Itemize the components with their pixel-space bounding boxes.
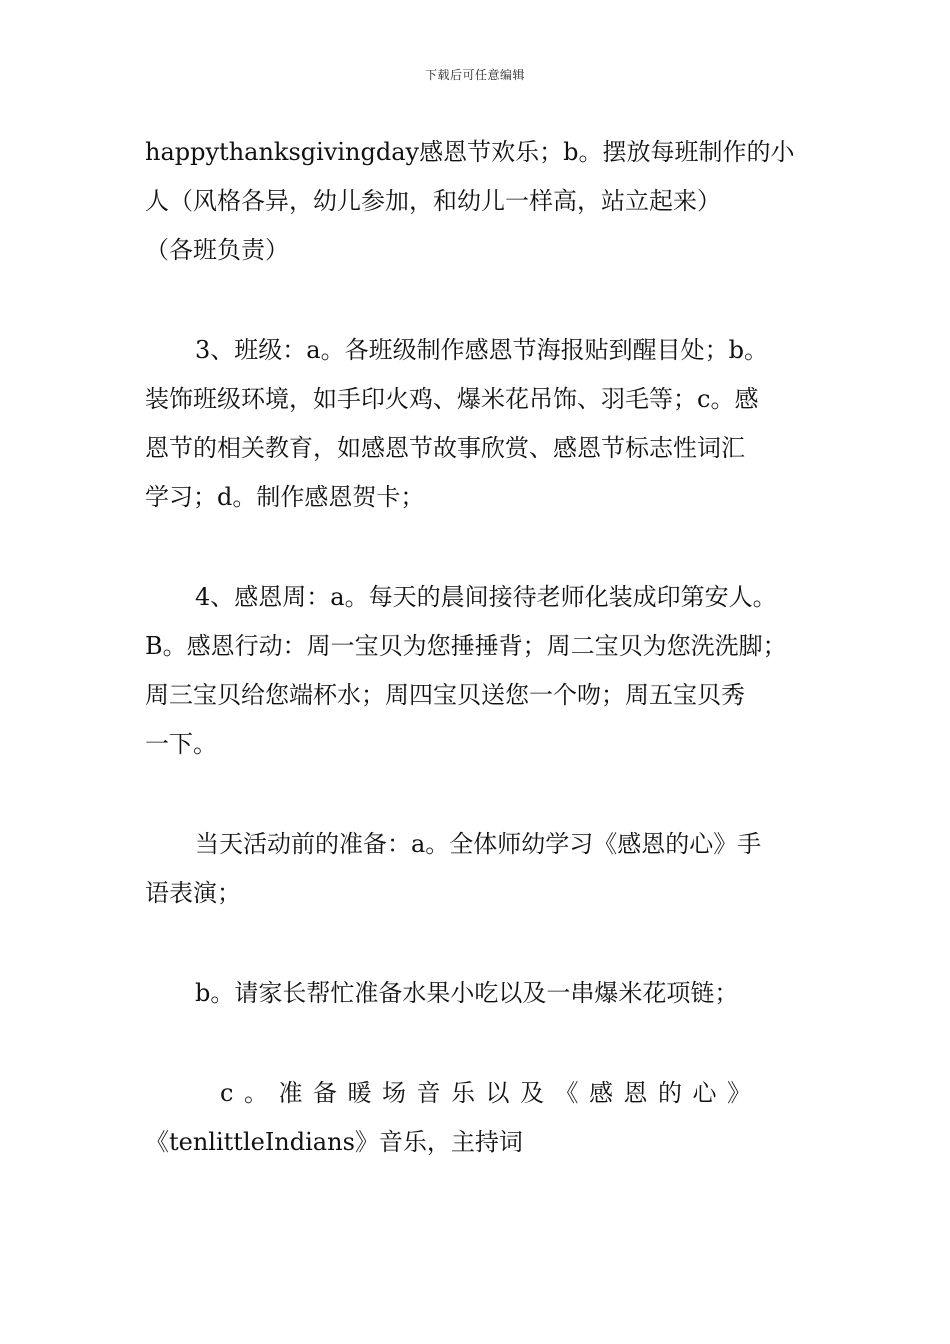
line: 恩节的相关教育，如感恩节故事欣赏、感恩节标志性词汇 <box>145 434 745 462</box>
line: 人（风格各异，幼儿参加，和幼儿一样高，站立起来） <box>145 187 721 215</box>
line: 学习；d。制作感恩贺卡； <box>145 483 425 511</box>
line: （各班负责） <box>145 236 289 264</box>
line: b。请家长帮忙准备水果小吃以及一串爆米花项链； <box>195 979 739 1007</box>
paragraph-5 <box>145 969 810 1018</box>
paragraph-4 <box>145 820 810 918</box>
line: 周三宝贝给您端杯水；周四宝贝送您一个吻；周五宝贝秀 <box>145 681 745 709</box>
line: c。准备暖场音乐以及《感恩的心》 <box>220 1079 762 1107</box>
line: 《tenlittleIndians》音乐，主持词 <box>145 1128 523 1156</box>
page-header: 下载后可任意编辑 <box>424 68 525 82</box>
paragraph-1 <box>145 128 810 275</box>
line: 装饰班级环境，如手印火鸡、爆米花吊饰、羽毛等；c。感 <box>145 385 759 413</box>
paragraph-2 <box>145 326 810 522</box>
line: 语表演； <box>145 879 241 907</box>
line: 一下。 <box>145 730 217 758</box>
line: happythanksgivingday感恩节欢乐；b。摆放每班制作的小 <box>145 138 795 166</box>
paragraph-6 <box>145 1069 810 1167</box>
line: 4、感恩周：a。每天的晨间接待老师化装成印第安人。 <box>195 583 777 611</box>
document-body <box>145 128 810 1167</box>
line: 3、班级：a。各班级制作感恩节海报贴到醒目处；b。 <box>195 336 768 364</box>
line: B。感恩行动：周一宝贝为您捶捶背；周二宝贝为您洗洗脚； <box>145 632 787 660</box>
line: 当天活动前的准备：a。全体师幼学习《感恩的心》手 <box>195 830 762 858</box>
paragraph-3 <box>145 573 810 769</box>
